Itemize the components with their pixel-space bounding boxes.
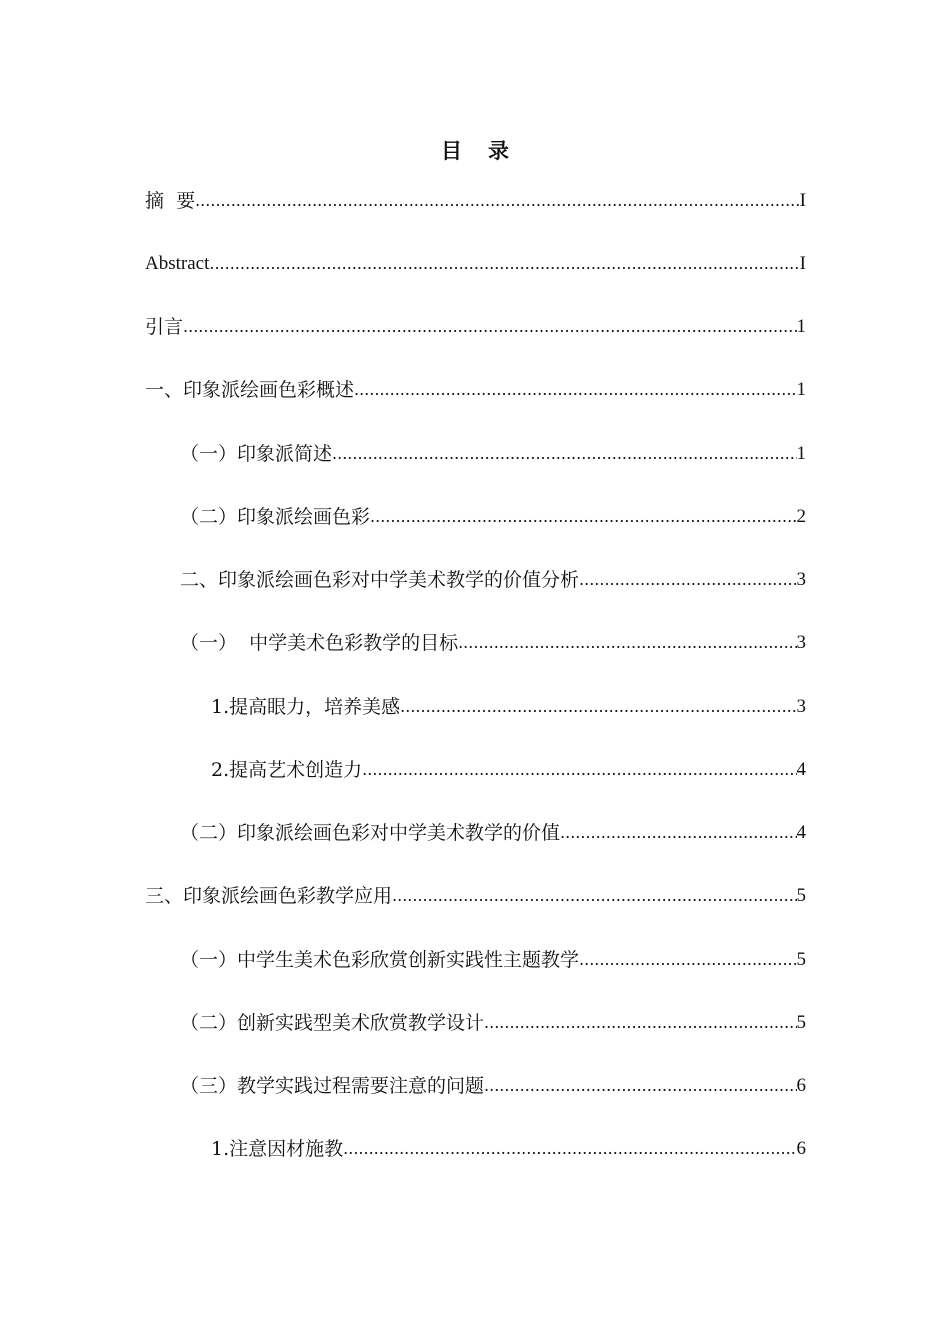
dot-leader <box>332 439 796 469</box>
toc-entry-page: 6 <box>796 1075 806 1096</box>
toc-entry-item-3-3-1[interactable] <box>211 1134 806 1164</box>
toc-entry-label: 1.提高眼力，培养美感 <box>211 696 401 718</box>
dot-leader <box>354 375 796 405</box>
toc-entry-page: 5 <box>796 1012 806 1033</box>
dot-leader <box>370 502 796 532</box>
dot-leader <box>343 1134 796 1164</box>
toc-entry-page: 4 <box>796 822 806 843</box>
toc-entry-label: （二）创新实践型美术欣赏教学设计 <box>180 1012 485 1034</box>
toc-entry-page: 1 <box>796 379 806 400</box>
toc-entry-label: （一） 中学美术色彩教学的目标 <box>180 632 459 654</box>
toc-title-part-1: 目 <box>441 138 462 163</box>
toc-entry-label: （一）印象派简述 <box>180 443 333 465</box>
dot-leader <box>392 881 796 911</box>
toc-entry-section-1-1[interactable] <box>180 439 806 469</box>
toc-entry-chapter-3[interactable] <box>145 881 806 911</box>
toc-entry-page: 3 <box>796 696 806 717</box>
toc-entry-item-2-1-2[interactable] <box>211 755 806 785</box>
toc-entry-page: 4 <box>796 759 806 780</box>
toc-entry-label: （二）印象派绘画色彩对中学美术教学的价值 <box>180 822 561 844</box>
toc-entry-page: I <box>799 253 806 274</box>
dot-leader <box>183 312 796 342</box>
toc-entry-label: 1.注意因材施教 <box>211 1138 344 1160</box>
toc-entry-page: 5 <box>796 885 806 906</box>
toc-entry-section-3-3[interactable] <box>180 1071 806 1101</box>
toc-entry-page: I <box>799 190 806 211</box>
toc-entry-page: 5 <box>796 949 806 970</box>
dot-leader <box>209 249 799 279</box>
toc-entry-introduction[interactable] <box>145 312 806 342</box>
toc-entry-section-3-2[interactable] <box>180 1008 806 1038</box>
dot-leader <box>579 945 796 975</box>
toc-entry-chapter-2[interactable] <box>180 565 806 595</box>
toc-entry-page: 3 <box>796 569 806 590</box>
toc-entry-item-2-1-1[interactable] <box>211 692 806 722</box>
toc-entry-label: 摘 要 <box>145 190 196 212</box>
toc-entry-label: （一）中学生美术色彩欣赏创新实践性主题教学 <box>180 949 580 971</box>
toc-entry-abstract-en[interactable] <box>145 249 806 279</box>
toc-entry-abstract-cn[interactable] <box>145 186 806 216</box>
toc-entry-label: 二、印象派绘画色彩对中学美术教学的价值分析 <box>180 569 580 591</box>
toc-entry-label: 三、印象派绘画色彩教学应用 <box>145 885 393 907</box>
toc-title-part-2: 录 <box>488 138 509 163</box>
toc-entry-label: 引言 <box>145 316 184 338</box>
toc-entry-label: （三）教学实践过程需要注意的问题 <box>180 1075 485 1097</box>
toc-entry-chapter-1[interactable] <box>145 375 806 405</box>
toc-entry-section-3-1[interactable] <box>180 945 806 975</box>
dot-leader <box>560 818 796 848</box>
toc-entry-section-2-1[interactable] <box>180 628 806 658</box>
toc-entry-section-2-2[interactable] <box>180 818 806 848</box>
toc-entry-label: 一、印象派绘画色彩概述 <box>145 379 355 401</box>
dot-leader <box>484 1071 796 1101</box>
dot-leader <box>362 755 796 785</box>
dot-leader <box>484 1008 796 1038</box>
toc-entry-page: 1 <box>796 316 806 337</box>
dot-leader <box>458 628 796 658</box>
toc-title <box>0 136 950 166</box>
dot-leader <box>400 692 796 722</box>
toc-entry-page: 2 <box>796 506 806 527</box>
toc-entry-label: 2.提高艺术创造力 <box>211 759 363 781</box>
toc-entry-label: Abstract <box>145 253 210 274</box>
toc-entry-page: 1 <box>796 443 806 464</box>
toc-entry-page: 6 <box>796 1138 806 1159</box>
toc-entry-page: 3 <box>796 632 806 653</box>
toc-entry-label: （二）印象派绘画色彩 <box>180 506 371 528</box>
dot-leader <box>579 565 796 595</box>
dot-leader <box>195 186 800 216</box>
toc-entry-section-1-2[interactable] <box>180 502 806 532</box>
